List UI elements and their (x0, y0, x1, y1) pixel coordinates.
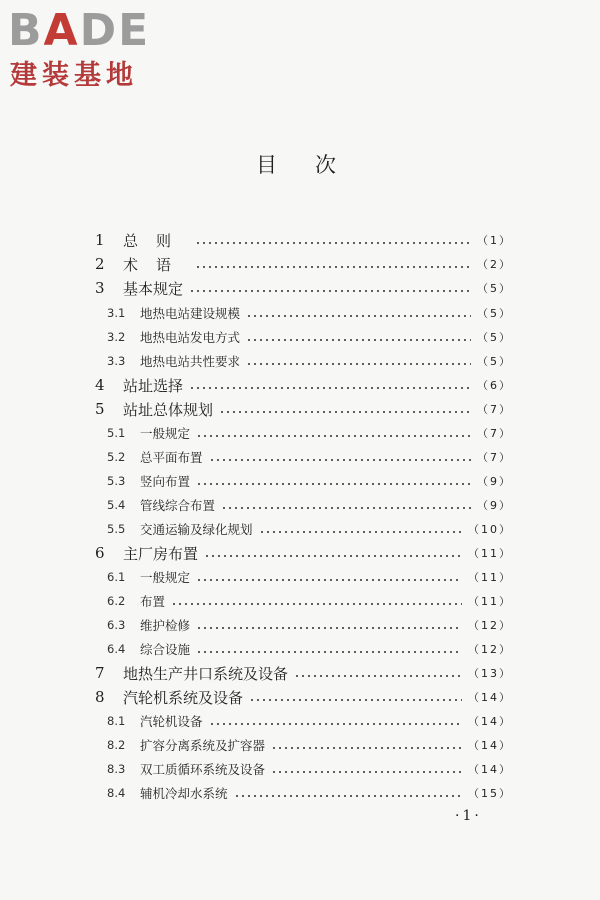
toc-entry[interactable] (107, 518, 512, 540)
toc-entry[interactable] (107, 782, 512, 804)
toc-entry-title: 双工质循环系统及设备 (140, 762, 266, 777)
toc-entry-title: 基本规定 (123, 279, 184, 298)
toc-entry-page: （7） (477, 451, 512, 464)
toc-entry-page: （9） (477, 499, 512, 512)
toc-entry-page: （5） (477, 331, 512, 344)
toc-entry-title: 一般规定 (140, 426, 191, 441)
page-title: 目次 (256, 153, 374, 177)
toc-entry-number: 3.1 (107, 306, 126, 320)
toc-leader-dots (246, 315, 471, 317)
toc-leader-dots (196, 627, 462, 629)
toc-entry[interactable] (107, 590, 512, 612)
toc-leader-dots (271, 771, 462, 773)
toc-entry[interactable] (95, 662, 512, 684)
toc-entry[interactable] (107, 470, 512, 492)
toc-entry[interactable] (95, 229, 512, 251)
toc-entry-title: 综合设施 (140, 642, 191, 657)
toc-entry[interactable] (107, 566, 512, 588)
toc-entry-title: 汽轮机系统及设备 (123, 688, 244, 707)
toc-entry-number: 8.1 (107, 714, 126, 728)
toc-entry[interactable] (107, 326, 512, 348)
toc-entry[interactable] (107, 614, 512, 636)
toc-entry[interactable] (107, 494, 512, 516)
toc-entry[interactable] (95, 253, 512, 275)
toc-entry-number: 6.4 (107, 642, 126, 656)
toc-entry-number: 6.1 (107, 570, 126, 584)
toc-leader-dots (189, 290, 471, 292)
toc-entry-number: 8.2 (107, 738, 126, 752)
toc-entry-page: （11） (468, 595, 512, 608)
toc-entry-number: 5 (95, 400, 105, 418)
toc-entry-page: （6） (477, 379, 512, 392)
toc-entry[interactable] (95, 374, 512, 396)
toc-entry[interactable] (107, 638, 512, 660)
toc-entry-page: （15） (468, 787, 512, 800)
toc-entry-title: 总则 (123, 231, 190, 250)
toc-entry[interactable] (107, 422, 512, 444)
toc-leader-dots (189, 387, 471, 389)
toc-leader-dots (249, 699, 462, 701)
toc-entry-number: 4 (95, 376, 105, 394)
toc-entry[interactable] (95, 686, 512, 708)
toc-entry-number: 8 (95, 688, 105, 706)
toc-entry-number: 1 (95, 231, 105, 249)
toc-entry[interactable] (107, 350, 512, 372)
toc-leader-dots (221, 507, 471, 509)
toc-entry[interactable] (95, 542, 512, 564)
toc-entry-number: 5.3 (107, 474, 126, 488)
toc-leader-dots (196, 483, 471, 485)
toc-entry[interactable] (107, 446, 512, 468)
toc-entry-title: 辅机冷却水系统 (140, 786, 228, 801)
toc-leader-dots (204, 555, 462, 557)
toc-entry[interactable] (107, 302, 512, 324)
toc-entry-number: 3.2 (107, 330, 126, 344)
toc-entry-title: 术语 (123, 255, 190, 274)
toc-entry-page: （14） (468, 715, 512, 728)
toc-entry-page: （5） (477, 355, 512, 368)
logo-subtitle: 建装基地 (10, 60, 138, 91)
toc-entry-number: 2 (95, 255, 105, 273)
toc-entry[interactable] (107, 710, 512, 732)
toc-entry-title: 维护检修 (140, 618, 191, 633)
toc-entry-title: 布置 (140, 594, 166, 609)
toc-entry-title: 管线综合布置 (140, 498, 216, 513)
toc-entry-title: 地热电站发电方式 (140, 330, 241, 345)
toc-entry-number: 8.4 (107, 786, 126, 800)
toc-leader-dots (234, 795, 462, 797)
toc-entry-number: 3.3 (107, 354, 126, 368)
toc-leader-dots (209, 459, 471, 461)
toc-leader-dots (195, 242, 471, 244)
toc-leader-dots (259, 531, 462, 533)
toc-entry-page: （12） (468, 643, 512, 656)
toc-entry-title: 地热电站建设规模 (140, 306, 241, 321)
toc-leader-dots (171, 603, 462, 605)
toc-entry-page: （7） (477, 403, 512, 416)
toc-entry[interactable] (95, 277, 512, 299)
toc-entry-page: （10） (468, 523, 512, 536)
toc-entry-page: （2） (477, 258, 512, 271)
toc-entry-page: （12） (468, 619, 512, 632)
toc-leader-dots (209, 723, 462, 725)
toc-entry[interactable] (107, 758, 512, 780)
toc-leader-dots (196, 579, 462, 581)
toc-entry-title: 交通运输及绿化规划 (140, 522, 253, 537)
toc-entry[interactable] (107, 734, 512, 756)
toc-entry-number: 6 (95, 544, 105, 562)
toc-entry-title: 地热电站共性要求 (140, 354, 241, 369)
toc-entry-title: 地热生产井口系统及设备 (123, 664, 289, 683)
toc-entry-number: 5.5 (107, 522, 126, 536)
toc-leader-dots (195, 266, 471, 268)
toc-entry-title: 站址选择 (123, 376, 184, 395)
toc-entry-page: （11） (468, 571, 512, 584)
toc-leader-dots (271, 747, 462, 749)
toc-entry-title: 汽轮机设备 (140, 714, 203, 729)
toc-entry-page: （1） (477, 234, 512, 247)
toc-entry-title: 竖向布置 (140, 474, 191, 489)
toc-entry-title: 主厂房布置 (123, 544, 199, 563)
toc-entry-number: 5.1 (107, 426, 126, 440)
toc-entry-number: 6.3 (107, 618, 126, 632)
toc-entry-page: （14） (468, 691, 512, 704)
logo-letters: DE (79, 5, 151, 56)
toc-leader-dots (246, 363, 471, 365)
toc-entry-page: （9） (477, 475, 512, 488)
toc-entry-page: （5） (477, 307, 512, 320)
toc-entry-title: 一般规定 (140, 570, 191, 585)
toc-entry-page: （13） (468, 667, 512, 680)
toc-entry-title: 扩容分离系统及扩容器 (140, 738, 266, 753)
toc-leader-dots (196, 435, 471, 437)
logo-letter: B (8, 5, 44, 56)
toc-entry-number: 3 (95, 279, 105, 297)
toc-entry-page: （5） (477, 282, 512, 295)
toc-entry-number: 6.2 (107, 594, 126, 608)
toc-entry-number: 8.3 (107, 762, 126, 776)
toc-entry-page: （11） (468, 547, 512, 560)
toc-entry-page: （14） (468, 739, 512, 752)
page-number: ·1· (455, 808, 482, 824)
toc-entry-page: （7） (477, 427, 512, 440)
toc-entry-page: （14） (468, 763, 512, 776)
toc-leader-dots (246, 339, 471, 341)
toc-entry-title: 总平面布置 (140, 450, 203, 465)
toc-leader-dots (294, 675, 462, 677)
toc-entry[interactable] (95, 398, 512, 420)
toc-entry-number: 7 (95, 664, 105, 682)
toc-entry-number: 5.2 (107, 450, 126, 464)
toc-leader-dots (219, 411, 471, 413)
logo-letter-accent: A (43, 5, 80, 56)
toc-entry-number: 5.4 (107, 498, 126, 512)
toc-entry-title: 站址总体规划 (123, 400, 214, 419)
toc-leader-dots (196, 651, 462, 653)
